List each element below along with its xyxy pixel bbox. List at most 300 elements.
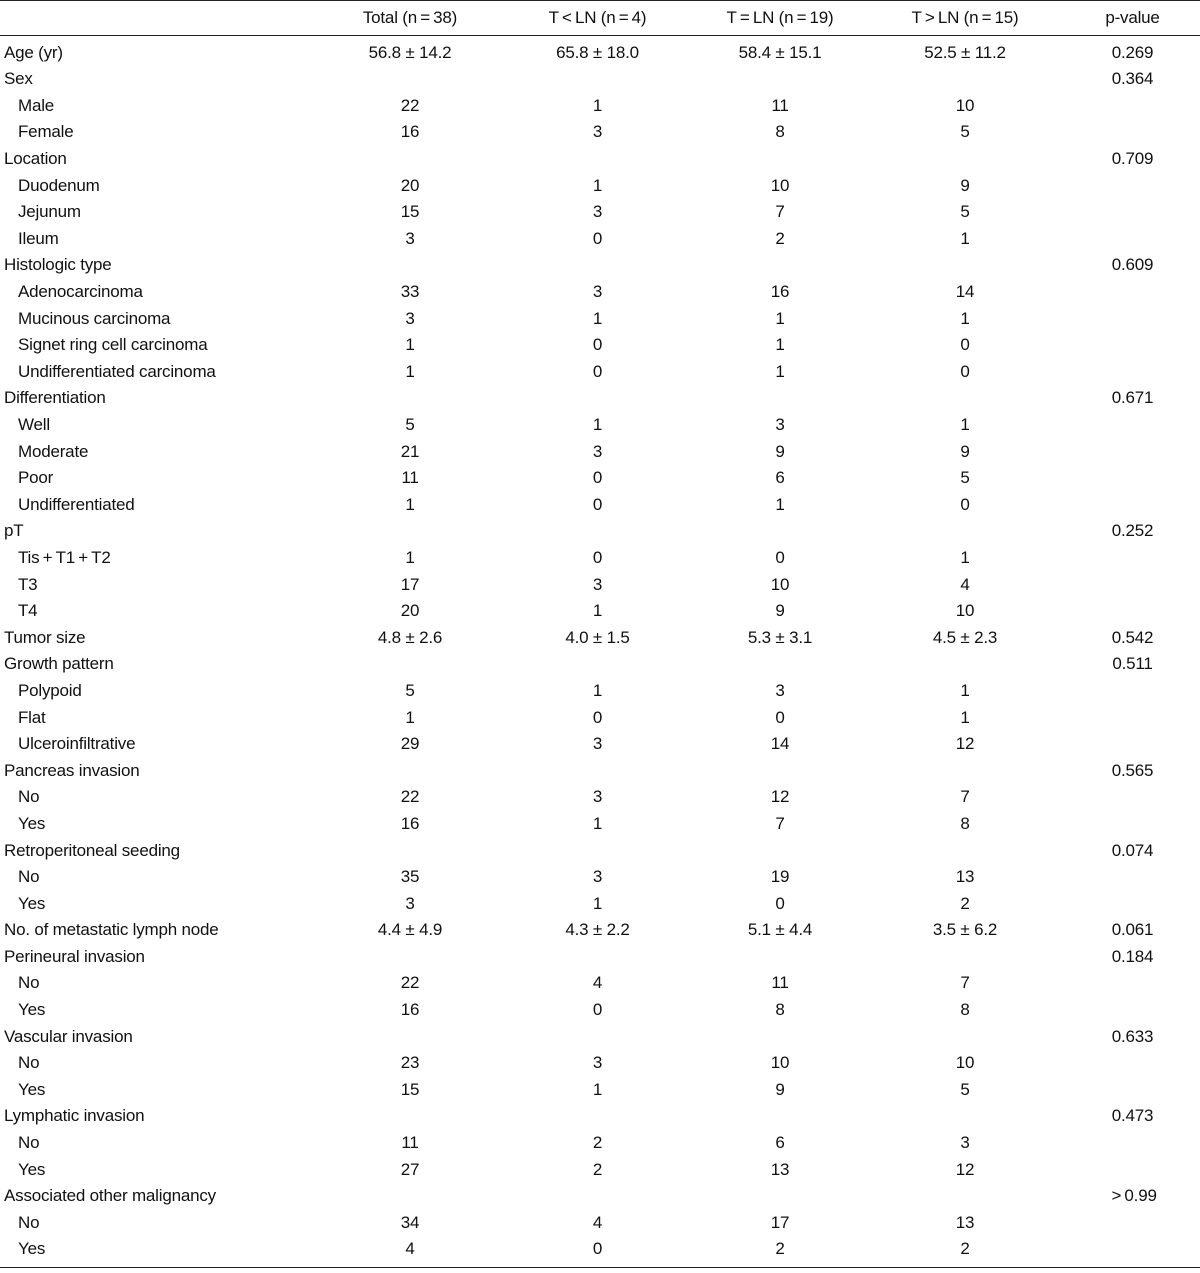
cell-total: 15	[400, 1079, 420, 1099]
cell-p-value: 0.252	[1111, 521, 1154, 541]
cell-t-greater-ln: 7	[960, 973, 970, 993]
cell-t-less-ln: 4.3 ± 2.2	[565, 920, 630, 940]
cell-t-less-ln: 3	[592, 574, 603, 594]
cell-p-value	[1065, 545, 1200, 572]
row-label: Growth pattern	[4, 654, 114, 674]
cell-t-less-ln: 1	[592, 175, 603, 195]
cell-p-value	[1065, 731, 1200, 758]
cell-p-value: 0.074	[1111, 840, 1154, 860]
row-label: Associated other malignancy	[4, 1186, 216, 1206]
cell-t-less-ln: 3	[592, 282, 603, 302]
cell-p-value	[1065, 1210, 1200, 1237]
row-label: Jejunum	[18, 202, 81, 222]
row-label: Ileum	[18, 228, 59, 248]
cell-p-value: 0.364	[1111, 69, 1154, 89]
cell-total: 22	[400, 973, 420, 993]
cell-total: 1	[405, 547, 415, 567]
cell-t-greater-ln: 1	[960, 680, 970, 700]
cell-t-equal-ln: 10	[770, 1053, 790, 1073]
cell-t-less-ln: 0	[592, 1000, 603, 1020]
cell-t-equal-ln: 12	[770, 787, 790, 807]
cell-t-greater-ln: 1	[960, 415, 970, 435]
table-row	[0, 1050, 1200, 1077]
table-row	[0, 1103, 1200, 1130]
cell-t-less-ln: 1	[592, 601, 603, 621]
table-row	[0, 571, 1200, 598]
row-label: Flat	[18, 707, 46, 727]
cell-t-equal-ln: 9	[775, 1079, 785, 1099]
cell-t-greater-ln: 5	[960, 468, 970, 488]
row-label: No	[18, 1133, 40, 1153]
cell-p-value: 0.511	[1112, 654, 1153, 674]
row-label: Tis + T1 + T2	[18, 547, 111, 567]
cell-total	[320, 518, 500, 545]
cell-t-greater-ln: 2	[865, 1236, 1065, 1268]
cell-total: 23	[400, 1053, 420, 1073]
cell-t-greater-ln: 1	[960, 707, 970, 727]
cell-t-equal-ln: 0	[775, 547, 785, 567]
table-row	[0, 305, 1200, 332]
cell-p-value	[1065, 571, 1200, 598]
cell-t-greater-ln	[865, 1103, 1065, 1130]
table-row	[0, 119, 1200, 146]
table-row	[0, 492, 1200, 519]
row-label: Lymphatic invasion	[4, 1106, 145, 1126]
cell-t-equal-ln: 6	[775, 468, 785, 488]
cell-t-less-ln: 1	[592, 680, 603, 700]
cell-total	[320, 837, 500, 864]
cell-total	[320, 651, 500, 678]
cell-p-value: 0.061	[1111, 920, 1154, 940]
table-row	[0, 1156, 1200, 1183]
row-label: Duodenum	[18, 175, 100, 195]
table-row	[0, 518, 1200, 545]
cell-t-equal-ln: 7	[775, 202, 785, 222]
row-label: Pancreas invasion	[4, 760, 140, 780]
cell-p-value: 0.633	[1111, 1026, 1154, 1046]
cell-t-equal-ln	[695, 1183, 865, 1210]
table-row	[0, 1077, 1200, 1104]
cell-t-less-ln	[500, 1023, 695, 1050]
cell-t-greater-ln	[865, 66, 1065, 93]
table-row	[0, 1023, 1200, 1050]
cell-t-greater-ln: 13	[955, 867, 975, 887]
table-row	[0, 252, 1200, 279]
table-row	[0, 1130, 1200, 1157]
cell-t-equal-ln	[695, 518, 865, 545]
table-row	[0, 226, 1200, 253]
row-label: Vascular invasion	[4, 1026, 133, 1046]
cell-t-equal-ln: 7	[775, 813, 785, 833]
cell-p-value	[1065, 704, 1200, 731]
cell-p-value	[1065, 784, 1200, 811]
cell-p-value	[1065, 305, 1200, 332]
cell-t-equal-ln	[695, 757, 865, 784]
cell-p-value	[1065, 93, 1200, 120]
cell-t-equal-ln: 0	[775, 893, 785, 913]
cell-t-equal-ln: 2	[775, 228, 785, 248]
cell-p-value	[1065, 438, 1200, 465]
cell-total: 1	[405, 707, 415, 727]
cell-total: 17	[400, 574, 420, 594]
table-row	[0, 970, 1200, 997]
cell-t-equal-ln: 17	[770, 1212, 790, 1232]
cell-t-equal-ln	[695, 66, 865, 93]
table-row	[0, 598, 1200, 625]
cell-p-value: 0.542	[1111, 627, 1154, 647]
cell-p-value: > 0.99	[1108, 1186, 1157, 1206]
cell-t-greater-ln: 1	[960, 308, 970, 328]
cell-p-value: 0.473	[1111, 1106, 1154, 1126]
cell-t-equal-ln: 16	[770, 282, 790, 302]
row-label: No	[18, 1053, 40, 1073]
table-row	[0, 1236, 1200, 1268]
cell-p-value	[1065, 1050, 1200, 1077]
cell-t-greater-ln: 9	[960, 175, 970, 195]
row-label: Yes	[18, 1079, 46, 1099]
cell-t-equal-ln: 10	[770, 574, 790, 594]
cell-t-equal-ln: 19	[770, 867, 790, 887]
cell-total: 3	[405, 228, 415, 248]
cell-t-less-ln	[500, 146, 695, 173]
table-row	[0, 93, 1200, 120]
row-label: No	[18, 1212, 40, 1232]
cell-t-equal-ln: 8	[775, 122, 785, 142]
cell-total: 1	[405, 361, 415, 381]
cell-t-greater-ln	[865, 944, 1065, 971]
cell-t-less-ln	[500, 837, 695, 864]
row-label: T3	[18, 574, 38, 594]
cell-t-less-ln: 1	[592, 95, 603, 115]
cell-t-equal-ln: 1	[775, 361, 785, 381]
cell-p-value	[1065, 598, 1200, 625]
cell-t-less-ln: 1	[592, 415, 603, 435]
cell-p-value	[1065, 199, 1200, 226]
cell-total	[320, 66, 500, 93]
cell-t-less-ln	[500, 651, 695, 678]
row-label: No	[18, 787, 40, 807]
table-row	[0, 678, 1200, 705]
cell-t-greater-ln: 13	[955, 1212, 975, 1232]
cell-t-less-ln: 0	[592, 707, 603, 727]
cell-t-less-ln: 0	[592, 494, 603, 514]
cell-t-greater-ln: 8	[960, 1000, 970, 1020]
cell-total: 1	[405, 335, 415, 355]
cell-p-value	[1065, 172, 1200, 199]
cell-t-greater-ln	[865, 385, 1065, 412]
cell-total	[320, 385, 500, 412]
cell-t-greater-ln: 4.5 ± 2.3	[932, 627, 998, 647]
cell-t-equal-ln: 58.4 ± 15.1	[738, 43, 822, 62]
cell-p-value	[1065, 997, 1200, 1024]
cell-t-equal-ln: 11	[771, 973, 789, 993]
cell-t-greater-ln: 0	[960, 494, 970, 514]
row-label: Moderate	[18, 441, 89, 461]
cell-t-greater-ln: 10	[955, 95, 975, 115]
cell-t-less-ln: 1	[592, 813, 603, 833]
cell-total: 56.8 ± 14.2	[368, 43, 452, 62]
cell-p-value	[1065, 1236, 1200, 1268]
cell-t-greater-ln	[865, 837, 1065, 864]
cell-p-value	[1065, 1077, 1200, 1104]
cell-total: 29	[400, 734, 420, 754]
cell-p-value	[1065, 970, 1200, 997]
cell-t-equal-ln	[695, 146, 865, 173]
table-row	[0, 412, 1200, 439]
row-label: Yes	[18, 813, 46, 833]
cell-t-less-ln: 3	[592, 1053, 603, 1073]
cell-t-greater-ln	[865, 651, 1065, 678]
header-label-column	[0, 1, 320, 36]
cell-p-value	[1065, 465, 1200, 492]
table-row	[0, 837, 1200, 864]
cell-t-greater-ln: 12	[955, 734, 975, 754]
cell-t-less-ln: 3	[592, 441, 603, 461]
cell-t-less-ln: 0	[592, 468, 603, 488]
table-row	[0, 385, 1200, 412]
cell-p-value	[1065, 890, 1200, 917]
cell-t-less-ln: 0	[592, 228, 603, 248]
cell-t-greater-ln: 3	[960, 1133, 970, 1153]
header-total: Total (n = 38)	[320, 1, 500, 36]
cell-p-value	[1065, 226, 1200, 253]
cell-t-greater-ln: 0	[960, 361, 970, 381]
cell-t-greater-ln: 4	[960, 574, 970, 594]
cell-t-greater-ln	[865, 518, 1065, 545]
cell-t-greater-ln: 5	[960, 202, 970, 222]
cell-t-less-ln: 4	[592, 1212, 603, 1232]
cell-total: 3	[405, 308, 415, 328]
row-label: Mucinous carcinoma	[18, 308, 171, 328]
cell-total	[320, 757, 500, 784]
cell-t-less-ln	[500, 66, 695, 93]
table-row	[0, 66, 1200, 93]
cell-t-less-ln: 3	[592, 734, 603, 754]
cell-p-value	[1065, 119, 1200, 146]
row-label: Yes	[0, 1236, 320, 1268]
row-label: pT	[4, 521, 24, 541]
cell-t-greater-ln: 5	[960, 1079, 970, 1099]
header-row	[0, 1, 1200, 36]
cell-t-equal-ln: 2	[695, 1236, 865, 1268]
cell-total: 20	[400, 175, 420, 195]
row-label: Differentiation	[4, 388, 106, 408]
row-label: Signet ring cell carcinoma	[18, 335, 208, 355]
header-t-greater-ln: T > LN (n = 15)	[865, 1, 1065, 36]
cell-t-less-ln	[500, 1103, 695, 1130]
cell-t-equal-ln: 0	[775, 707, 785, 727]
cell-t-equal-ln: 8	[775, 1000, 785, 1020]
cell-t-greater-ln: 52.5 ± 11.2	[924, 43, 1006, 62]
row-label: Perineural invasion	[4, 946, 145, 966]
row-label: Yes	[18, 1159, 46, 1179]
cell-t-greater-ln: 10	[955, 601, 975, 621]
cell-t-greater-ln: 3.5 ± 6.2	[932, 920, 998, 940]
cell-total	[320, 944, 500, 971]
row-label: Well	[18, 415, 50, 435]
cell-t-greater-ln: 8	[960, 813, 970, 833]
cell-t-less-ln: 3	[592, 867, 603, 887]
cell-t-equal-ln: 9	[775, 441, 785, 461]
table-row	[0, 784, 1200, 811]
cell-total: 34	[400, 1212, 420, 1232]
cell-t-greater-ln: 5	[960, 122, 970, 142]
cell-t-equal-ln: 9	[775, 601, 785, 621]
cell-t-less-ln: 4.0 ± 1.5	[565, 627, 630, 647]
cell-t-equal-ln	[695, 1103, 865, 1130]
row-label: Undifferentiated carcinoma	[18, 361, 216, 381]
row-label: Male	[18, 95, 55, 115]
cell-t-greater-ln	[865, 1023, 1065, 1050]
table-row	[0, 757, 1200, 784]
table-row	[0, 1210, 1200, 1237]
cell-t-equal-ln	[695, 252, 865, 279]
cell-t-equal-ln: 14	[770, 734, 790, 754]
row-label: Retroperitoneal seeding	[4, 840, 180, 860]
table-header	[0, 1, 1200, 36]
cell-t-less-ln	[500, 1183, 695, 1210]
cell-total: 16	[400, 122, 420, 142]
cell-p-value	[1065, 1130, 1200, 1157]
cell-total: 22	[400, 95, 420, 115]
cell-t-greater-ln: 14	[955, 282, 975, 302]
cell-total: 1	[405, 494, 415, 514]
cell-t-equal-ln	[695, 944, 865, 971]
table-row	[0, 465, 1200, 492]
cell-total: 20	[400, 601, 420, 621]
cell-t-greater-ln: 1	[960, 228, 970, 248]
header-t-less-ln: T < LN (n = 4)	[500, 1, 695, 36]
table-row	[0, 944, 1200, 971]
table-row	[0, 545, 1200, 572]
table-row	[0, 332, 1200, 359]
cell-t-equal-ln: 10	[770, 175, 790, 195]
cell-total: 5	[405, 680, 415, 700]
table-row	[0, 997, 1200, 1024]
cell-total: 3	[405, 893, 415, 913]
cell-t-less-ln: 1	[592, 308, 603, 328]
cell-t-equal-ln: 5.3 ± 3.1	[747, 627, 813, 647]
cell-t-less-ln: 3	[592, 787, 603, 807]
table-row	[0, 890, 1200, 917]
header-t-equal-ln: T = LN (n = 19)	[695, 1, 865, 36]
cell-t-greater-ln: 12	[955, 1159, 975, 1179]
cell-t-equal-ln: 11	[771, 95, 789, 115]
table-row	[0, 731, 1200, 758]
cell-t-greater-ln	[865, 757, 1065, 784]
cell-t-equal-ln	[695, 385, 865, 412]
cell-t-equal-ln: 6	[775, 1133, 785, 1153]
row-label: Age (yr)	[4, 43, 63, 62]
table-row	[0, 624, 1200, 651]
cell-total	[320, 1103, 500, 1130]
cell-total: 35	[400, 867, 420, 887]
table-body	[0, 36, 1200, 1268]
row-label: Poor	[18, 468, 54, 488]
table-row	[0, 1183, 1200, 1210]
table-row	[0, 36, 1200, 67]
cell-t-less-ln: 2	[592, 1133, 603, 1153]
cell-p-value	[1065, 811, 1200, 838]
cell-t-greater-ln	[865, 252, 1065, 279]
cell-t-greater-ln: 7	[960, 787, 970, 807]
table-row	[0, 438, 1200, 465]
table-row	[0, 917, 1200, 944]
cell-p-value: 0.609	[1111, 255, 1154, 275]
table-row	[0, 146, 1200, 173]
cell-t-less-ln: 2	[592, 1159, 603, 1179]
cell-t-equal-ln	[695, 837, 865, 864]
cell-p-value	[1065, 492, 1200, 519]
cell-p-value	[1065, 678, 1200, 705]
cell-total	[320, 252, 500, 279]
table-row	[0, 651, 1200, 678]
row-label: Ulceroinfiltrative	[18, 734, 136, 754]
cell-p-value	[1065, 412, 1200, 439]
cell-t-less-ln: 65.8 ± 18.0	[556, 43, 639, 62]
table-row	[0, 199, 1200, 226]
cell-total: 4.8 ± 2.6	[377, 627, 443, 647]
row-label: Sex	[4, 69, 33, 89]
row-label: Histologic type	[4, 255, 112, 275]
cell-p-value	[1065, 864, 1200, 891]
row-label: Tumor size	[4, 627, 86, 647]
cell-total: 33	[400, 282, 420, 302]
table-row	[0, 704, 1200, 731]
cell-t-less-ln	[500, 518, 695, 545]
cell-p-value	[1065, 1156, 1200, 1183]
row-label: Location	[4, 149, 67, 169]
row-label: No	[18, 867, 40, 887]
table-row	[0, 864, 1200, 891]
cell-t-less-ln	[500, 757, 695, 784]
row-label: No. of metastatic lymph node	[4, 920, 219, 940]
cell-t-less-ln: 0	[592, 335, 603, 355]
row-label: T4	[18, 601, 38, 621]
cell-total	[320, 1023, 500, 1050]
cell-total: 16	[400, 813, 420, 833]
row-label: Female	[18, 122, 74, 142]
table-row	[0, 172, 1200, 199]
cell-total: 15	[400, 202, 420, 222]
cell-t-less-ln: 4	[592, 973, 603, 993]
cell-total: 22	[400, 787, 420, 807]
cell-total: 5	[405, 415, 415, 435]
cell-t-equal-ln: 5.1 ± 4.4	[747, 920, 813, 940]
row-label: No	[18, 973, 40, 993]
cell-t-greater-ln	[865, 146, 1065, 173]
cell-total: 21	[400, 441, 420, 461]
table-row	[0, 811, 1200, 838]
cell-t-greater-ln: 2	[960, 893, 970, 913]
row-label: Polypoid	[18, 680, 82, 700]
cell-t-less-ln: 1	[592, 1079, 603, 1099]
row-label: Adenocarcinoma	[18, 282, 143, 302]
cell-total: 11	[401, 1133, 419, 1153]
cell-t-less-ln: 3	[592, 122, 603, 142]
cell-total: 16	[400, 1000, 420, 1020]
cell-t-less-ln: 1	[592, 893, 603, 913]
cell-t-equal-ln: 1	[775, 335, 785, 355]
row-label: Yes	[18, 893, 46, 913]
cell-p-value: 0.709	[1111, 149, 1154, 169]
cell-t-greater-ln: 0	[960, 335, 970, 355]
cell-p-value	[1065, 279, 1200, 306]
cell-total	[320, 1183, 500, 1210]
cell-t-greater-ln	[865, 1183, 1065, 1210]
table-row	[0, 279, 1200, 306]
cell-t-greater-ln: 1	[960, 547, 970, 567]
